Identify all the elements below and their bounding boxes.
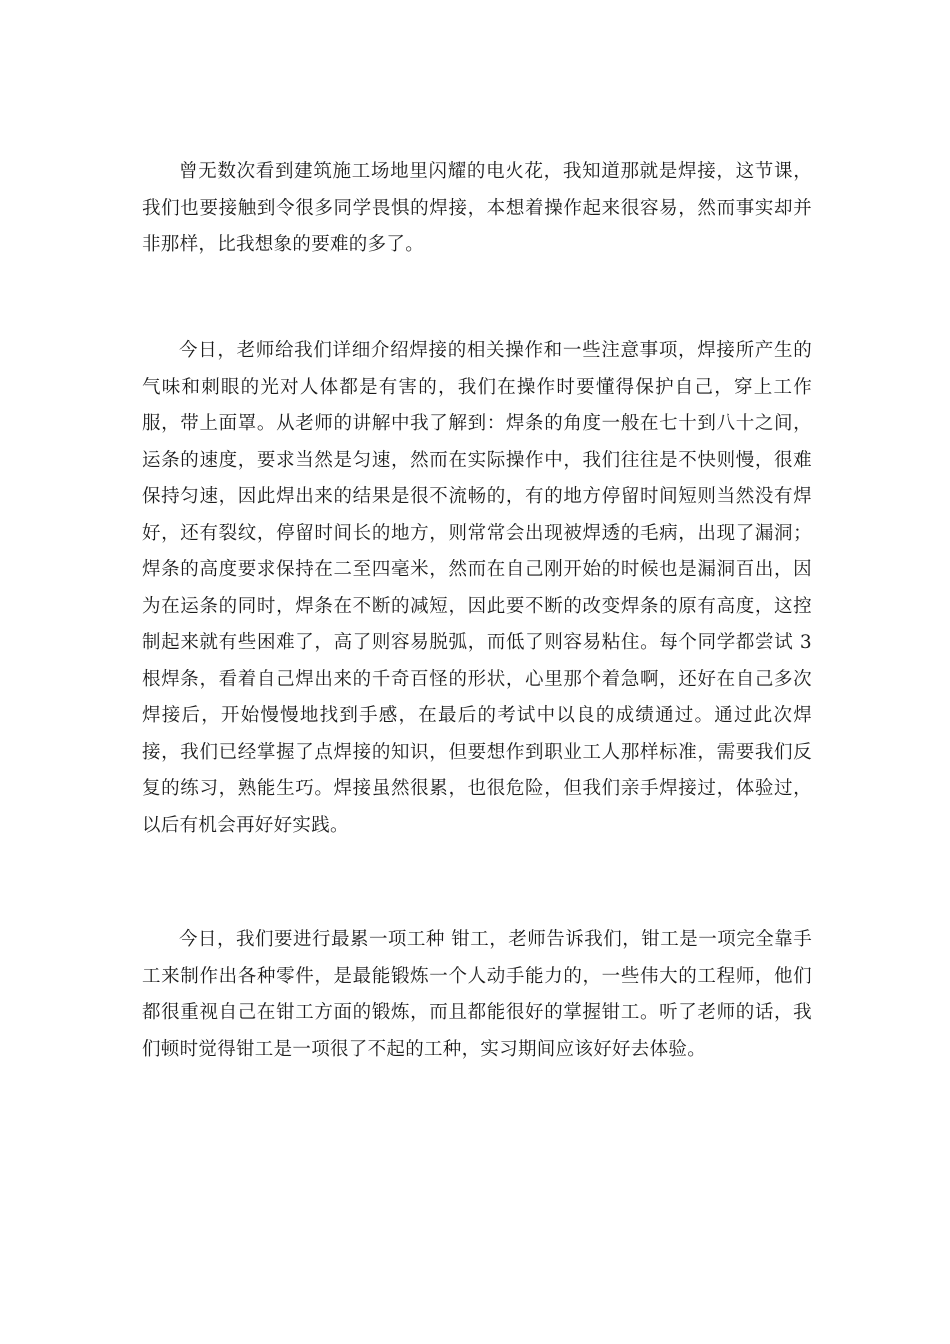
paragraph-fitter-intro: 今日，我们要进行最累一项工种 钳工，老师告诉我们，钳工是一项完全靠手工来制作出各种零件，是最能锻炼一个人动手能力的，一些伟大的工程师，他们都很重视自己在钳工方面的锻炼，而且都能很好的掌握钳工。听了老师的话，我们顿时觉得钳工是一项很了不起的工种，实习期间应该好好去体验。 (142, 929, 812, 1060)
paragraph-welding-details: 今日，老师给我们详细介绍焊接的相关操作和一些注意事项，焊接所产生的气味和刺眼的光对人体都是有害的，我们在操作时要懂得保护自己，穿上工作服，带上面罩。从老师的讲解中我了解到：焊条的角度一般在七十到八十之间，运条的速度，要求当然是匀速，然而在实际操作中，我们往往是不快则慢，很难保持匀速，因此焊出来的结果是很不流畅的，有的地方停留时间短则当然没有焊好，还有裂纹，停留时间长的地方，则常常会出现被焊透的毛病，出现了漏洞；焊条的高度要求保持在二至四毫米，然而在自己刚开始的时候也是漏洞百出，因为在运条的同时，焊条在不断的减短，因此要不断的改变焊条的原有高度，这控制起来就有些困难了，高了则容易脱弧，而低了则容易粘住。每个同学都尝试 3 根焊条，看着自己焊出来的千奇百怪的形状，心里那个着急啊，还好在自己多次焊接后，开始慢慢地找到手感，在最后的考试中以良的成绩通过。通过此次焊接，我们已经掌握了点焊接的知识，但要想作到职业工人那样标准，需要我们反复的练习，熟能生巧。焊接虽然很累，也很危险，但我们亲手焊接过，体验过，以后有机会再好好实践。 (142, 340, 812, 836)
paragraph-welding-intro: 曾无数次看到建筑施工场地里闪耀的电火花，我知道那就是焊接，这节课，我们也要接触到令很多同学畏惧的焊接，本想着操作起来很容易，然而事实却并非那样，比我想象的要难的多了。 (142, 161, 812, 255)
